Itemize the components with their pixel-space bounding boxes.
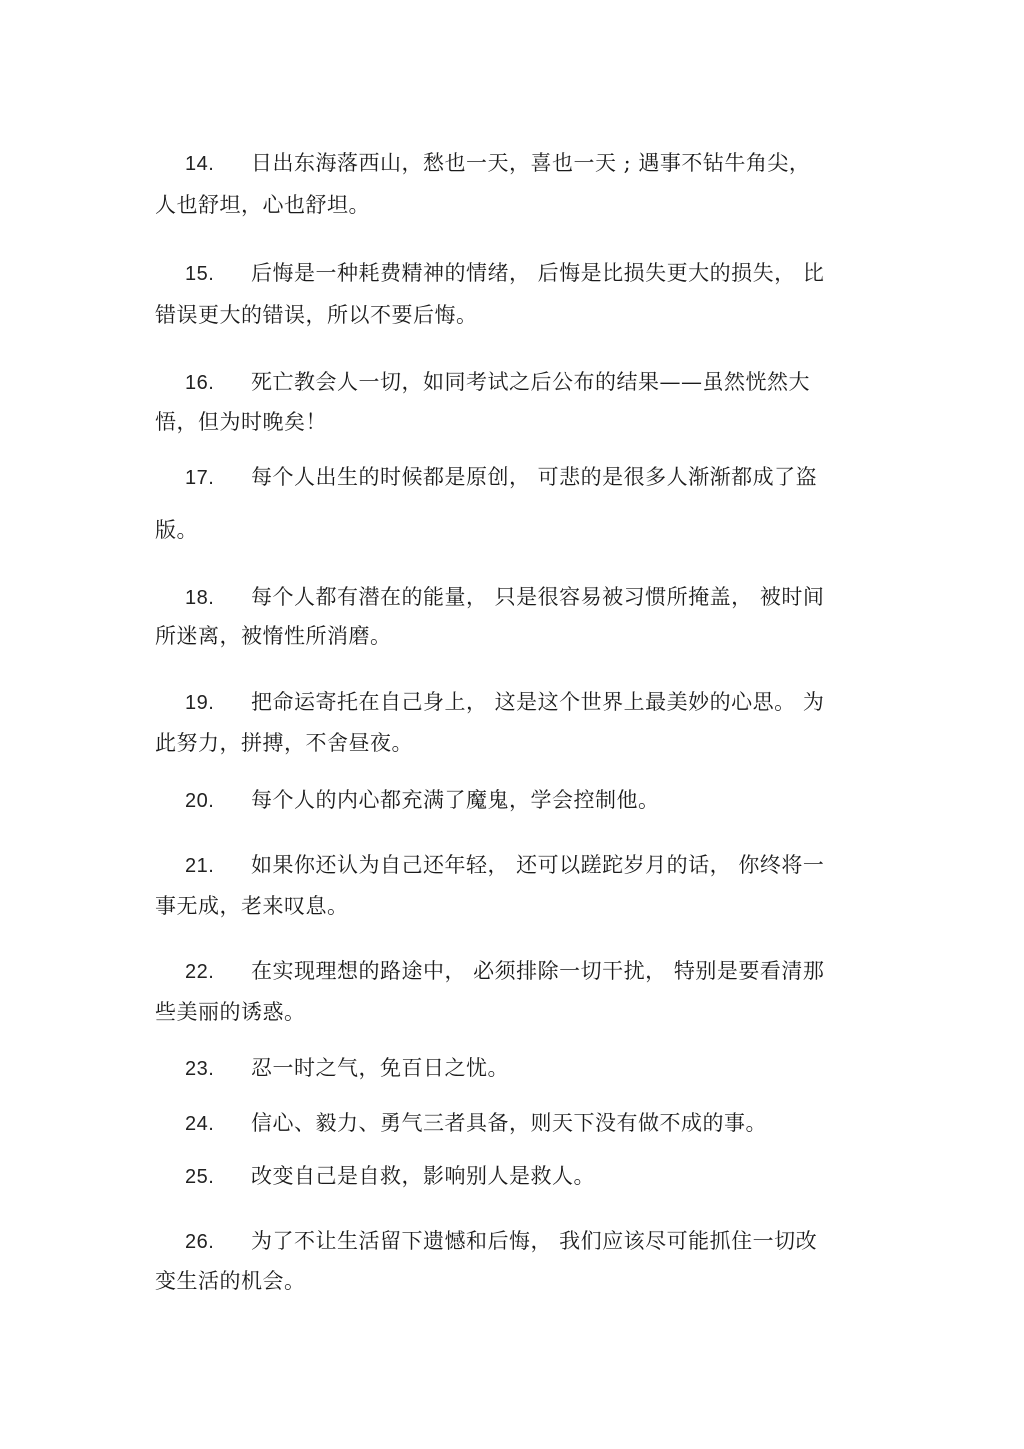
item-number: 17. xyxy=(185,467,215,489)
item-text: 信心、毅力、勇气三者具备，则天下没有做不成的事。 xyxy=(251,1111,767,1135)
item-26-line2: 变生活的机会。 xyxy=(155,1269,306,1293)
item-number: 20. xyxy=(185,790,215,812)
item-21-line2: 事无成，老来叹息。 xyxy=(155,894,349,918)
item-number: 23. xyxy=(185,1058,215,1080)
item-17-line1 xyxy=(155,465,865,490)
item-text: 在实现理想的路途中， 必须排除一切干扰， 特别是要看清那 xyxy=(251,959,825,983)
item-18-line1 xyxy=(155,585,865,610)
item-number: 21. xyxy=(185,855,215,877)
item-number: 15. xyxy=(185,263,215,285)
item-17-line2: 版。 xyxy=(155,518,198,542)
item-15-line2: 错误更大的错误，所以不要后悔。 xyxy=(155,303,478,327)
item-text: 为了不让生活留下遗憾和后悔， 我们应该尽可能抓住一切改 xyxy=(251,1229,818,1253)
item-text: 日出东海落西山，愁也一天，喜也一天 ; 遇事不钻牛角尖， xyxy=(251,151,811,175)
item-26-line1 xyxy=(155,1229,865,1254)
item-22-line1 xyxy=(155,959,865,984)
item-text: 死亡教会人一切，如同考试之后公布的结果——虽然恍然大 xyxy=(251,370,810,394)
item-24-line1 xyxy=(155,1111,865,1136)
item-14-line2: 人也舒坦，心也舒坦。 xyxy=(155,193,370,217)
item-20-line1 xyxy=(155,788,865,813)
item-15-line1 xyxy=(155,261,865,286)
item-text: 忍一时之气，免百日之忧。 xyxy=(251,1056,509,1080)
item-16-line2: 悟，但为时晚矣！ xyxy=(155,410,327,434)
item-number: 25. xyxy=(185,1166,215,1188)
item-18-line2: 所迷离，被惰性所消磨。 xyxy=(155,624,392,648)
item-number: 14. xyxy=(185,153,215,175)
item-14-line1 xyxy=(155,151,865,176)
item-25-line1 xyxy=(155,1164,865,1189)
item-number: 16. xyxy=(185,372,215,394)
item-22-line2: 些美丽的诱惑。 xyxy=(155,1000,306,1024)
item-19-line1 xyxy=(155,690,865,715)
item-number: 18. xyxy=(185,587,215,609)
item-number: 24. xyxy=(185,1113,215,1135)
item-text: 如果你还认为自己还年轻， 还可以蹉跎岁月的话， 你终将一 xyxy=(251,853,825,877)
item-number: 26. xyxy=(185,1231,215,1253)
item-text: 每个人都有潜在的能量， 只是很容易被习惯所掩盖， 被时间 xyxy=(251,585,825,609)
item-23-line1 xyxy=(155,1056,865,1081)
item-21-line1 xyxy=(155,853,865,878)
item-text: 改变自己是自救，影响别人是救人。 xyxy=(251,1164,595,1188)
item-text: 每个人出生的时候都是原创， 可悲的是很多人渐渐都成了盗 xyxy=(251,465,818,489)
item-16-line1 xyxy=(155,370,865,395)
item-text: 每个人的内心都充满了魔鬼，学会控制他。 xyxy=(251,788,660,812)
item-text: 后悔是一种耗费精神的情绪， 后悔是比损失更大的损失， 比 xyxy=(251,261,825,285)
item-number: 19. xyxy=(185,692,215,714)
item-number: 22. xyxy=(185,961,215,983)
item-19-line2: 此努力，拼搏，不舍昼夜。 xyxy=(155,731,413,755)
item-text: 把命运寄托在自己身上， 这是这个世界上最美妙的心思。 为 xyxy=(251,690,825,714)
